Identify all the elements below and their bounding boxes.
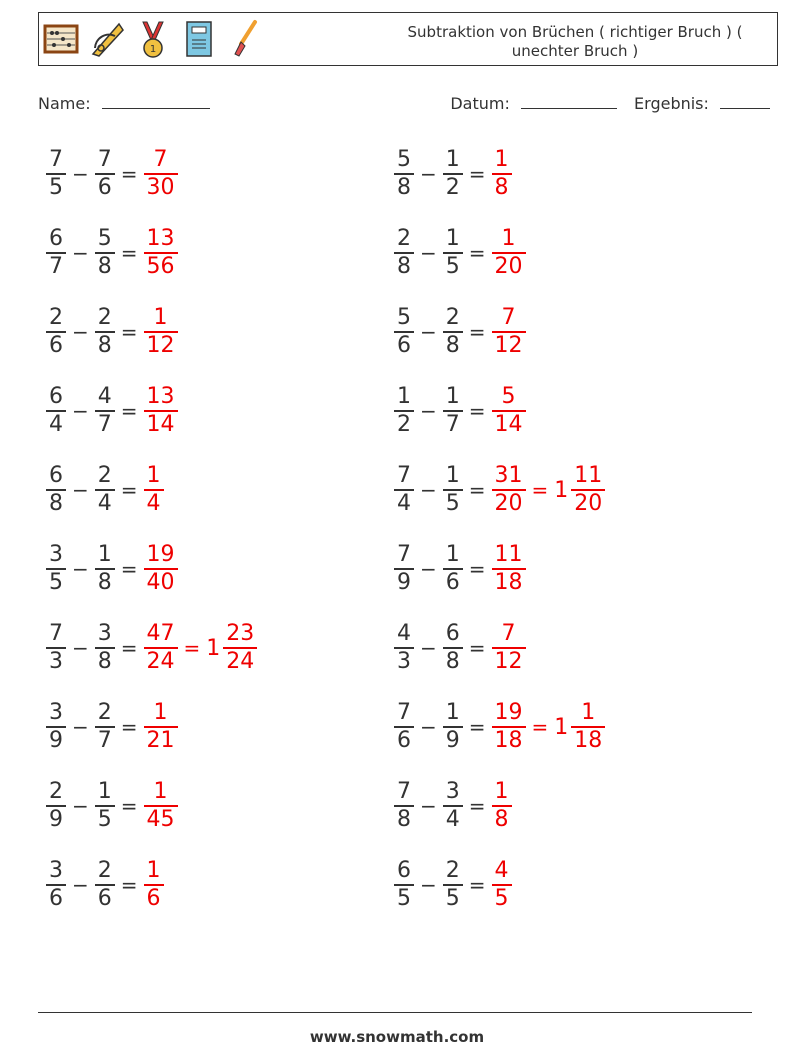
subtrahend-fraction-denominator: 2 — [443, 173, 463, 201]
answer-fraction — [144, 621, 178, 675]
answer-fraction — [492, 779, 512, 833]
minuend-fraction-denominator: 2 — [394, 410, 414, 438]
equals-sign: = — [468, 399, 486, 423]
paintbrush-icon — [227, 18, 263, 60]
minuend-fraction-denominator: 5 — [394, 884, 414, 912]
subtrahend-fraction — [443, 305, 463, 359]
minuend-fraction-numerator: 4 — [397, 621, 411, 646]
minuend-fraction-numerator: 2 — [49, 779, 63, 804]
mixed-number — [552, 463, 607, 517]
mixed-fraction-denominator: 18 — [571, 726, 605, 754]
subtrahend-fraction-denominator: 8 — [95, 331, 115, 359]
problem-row — [44, 697, 180, 757]
footer-divider — [38, 1012, 752, 1013]
minuend-fraction-numerator: 3 — [49, 542, 63, 567]
answer-fraction — [492, 858, 512, 912]
answer-fraction-numerator: 4 — [494, 858, 509, 883]
minus-sign: − — [72, 873, 89, 897]
equals-sign: = — [468, 715, 486, 739]
equals-sign: = — [120, 320, 138, 344]
answer-fraction — [144, 226, 178, 280]
minuend-fraction — [46, 779, 66, 833]
minuend-fraction-numerator: 2 — [49, 305, 63, 330]
minus-sign: − — [420, 162, 437, 186]
minus-sign: − — [72, 399, 89, 423]
problem-row — [392, 223, 528, 283]
problem-row — [44, 223, 180, 283]
minus-sign: − — [72, 241, 89, 265]
minuend-fraction-numerator: 5 — [397, 147, 411, 172]
minuend-fraction-numerator: 7 — [49, 147, 63, 172]
minus-sign: − — [420, 794, 437, 818]
problem-row — [44, 618, 259, 678]
subtrahend-fraction — [95, 858, 115, 912]
subtrahend-fraction — [443, 700, 463, 754]
minus-sign: − — [420, 715, 437, 739]
problem-row — [44, 302, 180, 362]
minus-sign: − — [72, 162, 89, 186]
subtrahend-fraction-denominator: 8 — [443, 647, 463, 675]
subtrahend-fraction — [95, 700, 115, 754]
subtrahend-fraction-denominator: 6 — [95, 173, 115, 201]
equals-sign: = — [120, 794, 138, 818]
answer-fraction-denominator: 14 — [492, 410, 526, 438]
subtrahend-fraction — [95, 463, 115, 517]
minuend-fraction-denominator: 8 — [394, 252, 414, 280]
minuend-fraction-denominator: 4 — [46, 410, 66, 438]
subtrahend-fraction — [443, 858, 463, 912]
minuend-fraction-numerator: 7 — [397, 463, 411, 488]
equals-sign: = — [468, 320, 486, 344]
subtrahend-fraction — [443, 147, 463, 201]
answer-fraction-denominator: 30 — [144, 173, 178, 201]
equals-sign: = — [468, 557, 486, 581]
minuend-fraction-numerator: 3 — [49, 858, 63, 883]
minuend-fraction — [394, 463, 414, 517]
minuend-fraction — [394, 542, 414, 596]
problem-row — [44, 539, 180, 599]
answer-fraction — [144, 858, 164, 912]
subtrahend-fraction-numerator: 1 — [445, 226, 460, 251]
problem-row — [392, 697, 607, 757]
subtrahend-fraction-numerator: 2 — [445, 305, 460, 330]
answer-fraction-numerator: 1 — [494, 779, 509, 804]
answer-fraction-numerator: 31 — [494, 463, 523, 488]
minuend-fraction-numerator: 3 — [49, 700, 63, 725]
svg-text:1: 1 — [149, 44, 157, 55]
equals-sign: = — [468, 636, 486, 660]
equals-sign: = — [120, 478, 138, 502]
minuend-fraction — [394, 779, 414, 833]
answer-fraction — [144, 700, 178, 754]
answer-fraction-numerator: 7 — [501, 305, 516, 330]
minuend-fraction-denominator: 8 — [394, 173, 414, 201]
subtrahend-fraction-denominator: 8 — [443, 331, 463, 359]
minus-sign: − — [72, 557, 89, 581]
subtrahend-fraction-denominator: 5 — [443, 884, 463, 912]
answer-fraction — [492, 305, 526, 359]
answer-fraction — [144, 305, 178, 359]
worksheet-title: Subtraktion von Brüchen ( richtiger Bruch ) ( unechter Bruch ) — [407, 23, 743, 60]
answer-fraction-numerator: 11 — [494, 542, 523, 567]
date-line — [521, 94, 617, 109]
protractor-icon — [89, 18, 125, 60]
equals-sign: = — [468, 873, 486, 897]
problem-row — [392, 539, 528, 599]
equals-sign: = — [183, 636, 201, 660]
answer-fraction-numerator: 1 — [153, 700, 168, 725]
subtrahend-fraction-numerator: 1 — [445, 384, 460, 409]
answer-fraction — [144, 147, 178, 201]
minuend-fraction — [46, 621, 66, 675]
equals-sign: = — [120, 557, 138, 581]
subtrahend-fraction — [443, 463, 463, 517]
minuend-fraction — [394, 858, 414, 912]
date-label: Datum: — [450, 94, 510, 113]
subtrahend-fraction-denominator: 8 — [95, 252, 115, 280]
equals-sign: = — [120, 162, 138, 186]
problem-row — [392, 776, 514, 836]
problem-row — [392, 460, 607, 520]
subtrahend-fraction-denominator: 6 — [95, 884, 115, 912]
answer-fraction — [144, 463, 164, 517]
answer-fraction — [144, 384, 178, 438]
result-label: Ergebnis: — [634, 94, 709, 113]
subtrahend-fraction — [95, 147, 115, 201]
subtrahend-fraction — [443, 384, 463, 438]
answer-fraction — [492, 226, 526, 280]
minuend-fraction-numerator: 5 — [397, 305, 411, 330]
subtrahend-fraction-numerator: 5 — [97, 226, 112, 251]
minuend-fraction-numerator: 6 — [49, 384, 63, 409]
mixed-fraction — [571, 700, 605, 754]
subtrahend-fraction — [443, 542, 463, 596]
equals-sign: = — [468, 478, 486, 502]
result-line — [720, 94, 770, 109]
answer-fraction — [144, 779, 178, 833]
subtrahend-fraction-numerator: 1 — [97, 779, 112, 804]
mixed-number — [552, 700, 607, 754]
equals-sign: = — [120, 241, 138, 265]
footer-url: www.snowmath.com — [309, 1028, 485, 1046]
answer-fraction-numerator: 19 — [494, 700, 523, 725]
subtrahend-fraction-denominator: 6 — [443, 568, 463, 596]
problem-row — [392, 302, 528, 362]
mixed-fraction-numerator: 23 — [226, 621, 255, 646]
equals-sign: = — [120, 636, 138, 660]
date-result-fields — [450, 94, 770, 113]
subtrahend-fraction — [95, 384, 115, 438]
minuend-fraction-denominator: 6 — [46, 331, 66, 359]
minuend-fraction-numerator: 7 — [397, 779, 411, 804]
subtrahend-fraction-denominator: 7 — [95, 410, 115, 438]
minuend-fraction — [394, 147, 414, 201]
answer-fraction-numerator: 1 — [146, 463, 161, 488]
answer-fraction-denominator: 18 — [492, 726, 526, 754]
problem-row — [44, 460, 166, 520]
answer-fraction-numerator: 1 — [153, 305, 168, 330]
minuend-fraction-numerator: 2 — [397, 226, 411, 251]
problem-row — [44, 381, 180, 441]
subtrahend-fraction-denominator: 7 — [95, 726, 115, 754]
minus-sign: − — [420, 320, 437, 344]
minuend-fraction-denominator: 9 — [46, 805, 66, 833]
problem-row — [392, 381, 528, 441]
minuend-fraction — [46, 384, 66, 438]
subtrahend-fraction-denominator: 7 — [443, 410, 463, 438]
mixed-whole: 1 — [206, 635, 221, 661]
minus-sign: − — [72, 478, 89, 502]
answer-fraction-denominator: 21 — [144, 726, 178, 754]
subtrahend-fraction-numerator: 2 — [97, 463, 112, 488]
problem-row — [392, 618, 528, 678]
minuend-fraction — [46, 147, 66, 201]
answer-fraction-numerator: 5 — [501, 384, 516, 409]
minuend-fraction-numerator: 6 — [49, 463, 63, 488]
answer-fraction-denominator: 12 — [144, 331, 178, 359]
minus-sign: − — [72, 715, 89, 739]
subtrahend-fraction-numerator: 2 — [97, 305, 112, 330]
subtrahend-fraction-denominator: 5 — [443, 489, 463, 517]
mixed-whole: 1 — [554, 477, 569, 503]
answer-fraction-denominator: 4 — [144, 489, 164, 517]
subtrahend-fraction-denominator: 5 — [95, 805, 115, 833]
answer-fraction-numerator: 47 — [146, 621, 175, 646]
mixed-fraction-numerator: 11 — [574, 463, 603, 488]
answer-fraction-denominator: 18 — [492, 568, 526, 596]
minuend-fraction — [394, 621, 414, 675]
minuend-fraction-denominator: 6 — [394, 331, 414, 359]
answer-fraction-denominator: 6 — [144, 884, 164, 912]
answer-fraction-denominator: 8 — [492, 173, 512, 201]
minuend-fraction — [394, 226, 414, 280]
minuend-fraction — [46, 305, 66, 359]
minuend-fraction-denominator: 7 — [46, 252, 66, 280]
minuend-fraction-denominator: 6 — [394, 726, 414, 754]
minuend-fraction-numerator: 1 — [397, 384, 411, 409]
subtrahend-fraction-numerator: 6 — [445, 621, 460, 646]
minuend-fraction — [46, 700, 66, 754]
answer-fraction — [492, 463, 526, 517]
subtrahend-fraction-numerator: 1 — [445, 463, 460, 488]
equals-sign: = — [531, 478, 549, 502]
name-label: Name: — [38, 94, 91, 113]
mixed-fraction — [571, 463, 605, 517]
minuend-fraction-numerator: 7 — [397, 542, 411, 567]
answer-fraction-numerator: 7 — [501, 621, 516, 646]
answer-fraction — [492, 700, 526, 754]
minuend-fraction-denominator: 5 — [46, 173, 66, 201]
minuend-fraction — [394, 384, 414, 438]
subtrahend-fraction-denominator: 8 — [95, 568, 115, 596]
subtrahend-fraction — [443, 226, 463, 280]
answer-fraction-numerator: 1 — [146, 858, 161, 883]
answer-fraction-numerator: 19 — [146, 542, 175, 567]
answer-fraction — [492, 621, 526, 675]
minus-sign: − — [72, 794, 89, 818]
subtrahend-fraction-numerator: 1 — [445, 700, 460, 725]
answer-fraction-numerator: 1 — [501, 226, 516, 251]
subtrahend-fraction-numerator: 3 — [445, 779, 460, 804]
subtrahend-fraction — [95, 779, 115, 833]
subtrahend-fraction-numerator: 1 — [97, 542, 112, 567]
abacus-icon — [43, 18, 79, 60]
answer-fraction-numerator: 1 — [494, 147, 509, 172]
minus-sign: − — [420, 241, 437, 265]
subtrahend-fraction-numerator: 2 — [97, 700, 112, 725]
minuend-fraction — [46, 463, 66, 517]
subtrahend-fraction-denominator: 5 — [443, 252, 463, 280]
subtrahend-fraction-numerator: 1 — [445, 147, 460, 172]
minus-sign: − — [72, 636, 89, 660]
mixed-whole: 1 — [554, 714, 569, 740]
minus-sign: − — [420, 873, 437, 897]
subtrahend-fraction-numerator: 4 — [97, 384, 112, 409]
minuend-fraction-denominator: 6 — [46, 884, 66, 912]
minuend-fraction-denominator: 5 — [46, 568, 66, 596]
subtrahend-fraction-numerator: 1 — [445, 542, 460, 567]
medal-icon — [135, 18, 171, 60]
answer-fraction-numerator: 13 — [146, 226, 175, 251]
minuend-fraction — [394, 305, 414, 359]
equals-sign: = — [531, 715, 549, 739]
problem-row — [44, 855, 166, 915]
subtrahend-fraction — [95, 226, 115, 280]
equals-sign: = — [468, 241, 486, 265]
minuend-fraction-denominator: 3 — [46, 647, 66, 675]
subtrahend-fraction-numerator: 3 — [97, 621, 112, 646]
worksheet-header — [38, 12, 778, 66]
answer-fraction-numerator: 1 — [153, 779, 168, 804]
mixed-fraction-denominator: 20 — [571, 489, 605, 517]
problem-row — [392, 144, 514, 204]
minus-sign: − — [72, 320, 89, 344]
subtrahend-fraction-denominator: 4 — [95, 489, 115, 517]
minus-sign: − — [420, 478, 437, 502]
minuend-fraction — [46, 542, 66, 596]
minuend-fraction — [46, 226, 66, 280]
subtrahend-fraction-denominator: 8 — [95, 647, 115, 675]
equals-sign: = — [120, 873, 138, 897]
answer-fraction-numerator: 13 — [146, 384, 175, 409]
answer-fraction-denominator: 56 — [144, 252, 178, 280]
answer-fraction-denominator: 12 — [492, 647, 526, 675]
subtrahend-fraction-numerator: 2 — [97, 858, 112, 883]
answer-fraction-denominator: 20 — [492, 252, 526, 280]
answer-fraction — [492, 384, 526, 438]
subtrahend-fraction — [95, 542, 115, 596]
name-field — [38, 94, 210, 113]
answer-fraction — [492, 542, 526, 596]
problem-row — [44, 144, 180, 204]
problem-row — [392, 855, 514, 915]
minuend-fraction-numerator: 6 — [49, 226, 63, 251]
name-line — [102, 94, 210, 109]
subtrahend-fraction-denominator: 9 — [443, 726, 463, 754]
problem-row — [44, 776, 180, 836]
minus-sign: − — [420, 399, 437, 423]
mixed-fraction — [223, 621, 257, 675]
subtrahend-fraction-numerator: 2 — [445, 858, 460, 883]
subtrahend-fraction — [95, 305, 115, 359]
answer-fraction-denominator: 8 — [492, 805, 512, 833]
equals-sign: = — [120, 715, 138, 739]
subtrahend-fraction-numerator: 7 — [97, 147, 112, 172]
answer-fraction-denominator: 14 — [144, 410, 178, 438]
minuend-fraction-denominator: 9 — [394, 568, 414, 596]
minuend-fraction-denominator: 8 — [394, 805, 414, 833]
icon-row — [43, 18, 263, 60]
subtrahend-fraction — [443, 621, 463, 675]
minuend-fraction-numerator: 7 — [49, 621, 63, 646]
minus-sign: − — [420, 636, 437, 660]
answer-fraction-denominator: 40 — [144, 568, 178, 596]
answer-fraction-denominator: 45 — [144, 805, 178, 833]
equals-sign: = — [120, 399, 138, 423]
minuend-fraction — [46, 858, 66, 912]
equals-sign: = — [468, 162, 486, 186]
equals-sign: = — [468, 794, 486, 818]
answer-fraction-denominator: 20 — [492, 489, 526, 517]
minuend-fraction-denominator: 8 — [46, 489, 66, 517]
mixed-fraction-denominator: 24 — [223, 647, 257, 675]
minuend-fraction-denominator: 3 — [394, 647, 414, 675]
mixed-fraction-numerator: 1 — [581, 700, 596, 725]
mixed-number — [204, 621, 259, 675]
answer-fraction-denominator: 12 — [492, 331, 526, 359]
minuend-fraction-denominator: 4 — [394, 489, 414, 517]
minus-sign: − — [420, 557, 437, 581]
answer-fraction-numerator: 7 — [153, 147, 168, 172]
minuend-fraction-numerator: 7 — [397, 700, 411, 725]
answer-fraction — [144, 542, 178, 596]
subtrahend-fraction-denominator: 4 — [443, 805, 463, 833]
subtrahend-fraction — [443, 779, 463, 833]
answer-fraction-denominator: 24 — [144, 647, 178, 675]
minuend-fraction-numerator: 6 — [397, 858, 411, 883]
answer-fraction — [492, 147, 512, 201]
book-icon — [181, 18, 217, 60]
minuend-fraction — [394, 700, 414, 754]
answer-fraction-denominator: 5 — [492, 884, 512, 912]
subtrahend-fraction — [95, 621, 115, 675]
minuend-fraction-denominator: 9 — [46, 726, 66, 754]
